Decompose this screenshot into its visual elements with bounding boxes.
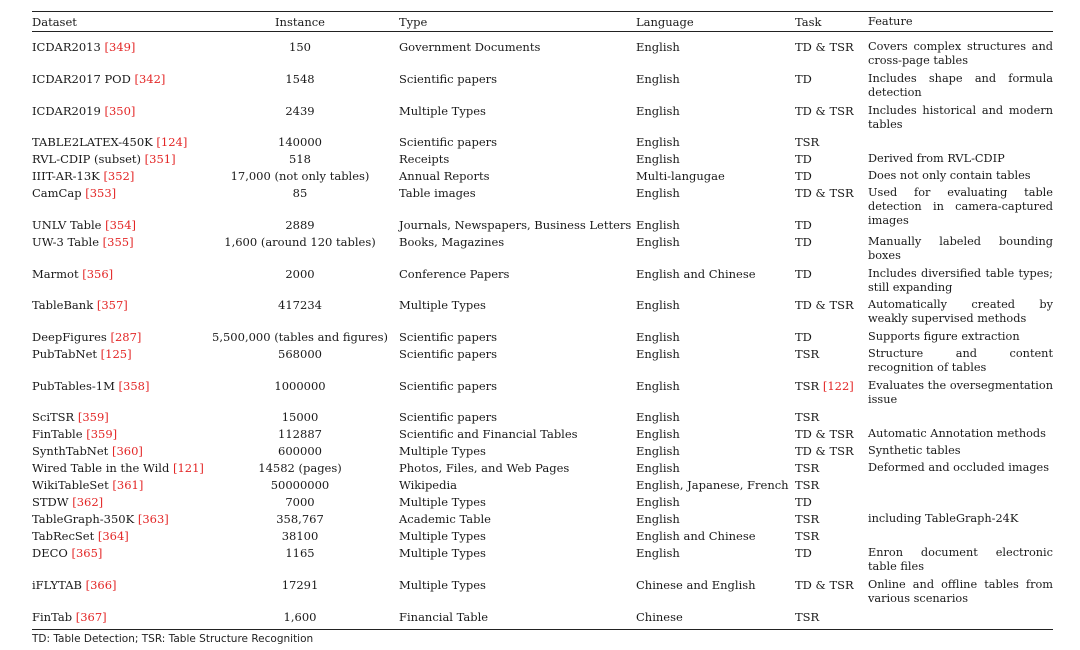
feature-cell: Enron document electronic table files <box>868 546 1053 574</box>
citation-link[interactable]: [121] <box>172 461 204 475</box>
instance-cell: 112887 <box>278 427 322 441</box>
task-cell <box>795 495 812 509</box>
instance-cell: 7000 <box>285 495 315 509</box>
citation-link[interactable]: [359] <box>77 410 109 424</box>
task-cell <box>795 104 854 118</box>
feature-cell: Automatically created by weakly supervised methods <box>868 298 1053 326</box>
type-cell: Financial Table <box>399 610 489 624</box>
task-label: TD & TSR <box>795 104 854 118</box>
dataset-cell <box>32 478 143 492</box>
type-cell: Photos, Files, and Web Pages <box>399 461 570 475</box>
task-cell <box>795 40 854 54</box>
citation-link[interactable]: [360] <box>111 444 143 458</box>
type-cell: Journals, Newspapers, Business Letters <box>399 218 632 232</box>
type-cell: Multiple Types <box>399 529 486 543</box>
feature-cell: Includes historical and modern tables <box>868 104 1053 132</box>
task-cell <box>795 512 819 526</box>
type-cell: Scientific papers <box>399 72 498 86</box>
instance-cell: 38100 <box>281 529 319 543</box>
dataset-cell <box>32 152 176 166</box>
citation-link[interactable]: [349] <box>104 40 136 54</box>
dataset-name: Wired Table in the Wild <box>32 461 170 475</box>
language-cell: Chinese and English <box>636 578 756 592</box>
instance-cell: 2889 <box>285 218 315 232</box>
dataset-name: TabRecSet <box>32 529 95 543</box>
instance-cell: 568000 <box>278 347 322 361</box>
table-top-rule <box>32 11 1053 12</box>
instance-cell: 50000000 <box>270 478 330 492</box>
task-cell <box>795 410 819 424</box>
language-cell: English and Chinese <box>636 529 756 543</box>
citation-link[interactable]: [365] <box>71 546 103 560</box>
instance-cell: 1000000 <box>274 379 326 393</box>
citation-link[interactable]: [350] <box>104 104 136 118</box>
task-label: TSR <box>795 135 820 149</box>
type-cell: Academic Table <box>399 512 491 526</box>
task-label: TD <box>795 267 812 281</box>
language-cell: Chinese <box>636 610 683 624</box>
dataset-name: FinTab <box>32 610 73 624</box>
dataset-name: UNLV Table <box>32 218 102 232</box>
language-cell: English, Japanese, French <box>636 478 789 492</box>
dataset-name: RVL-CDIP (subset) <box>32 152 142 166</box>
language-cell: English <box>636 104 680 118</box>
type-cell: Multiple Types <box>399 546 486 560</box>
instance-cell: 14582 (pages) <box>258 461 342 475</box>
table-bottom-rule <box>32 629 1053 630</box>
task-label: TD & TSR <box>795 427 854 441</box>
dataset-cell <box>32 461 204 475</box>
task-label: TD & TSR <box>795 578 854 592</box>
task-label: TSR <box>795 529 820 543</box>
dataset-cell <box>32 298 128 312</box>
language-cell: English <box>636 186 680 200</box>
datasets-table <box>32 0 1053 650</box>
type-cell: Government Documents <box>399 40 541 54</box>
language-cell: English <box>636 427 680 441</box>
language-cell: English <box>636 410 680 424</box>
task-label: TSR <box>795 461 820 475</box>
dataset-cell <box>32 135 187 149</box>
type-cell: Books, Magazines <box>399 235 505 249</box>
language-cell: English <box>636 379 680 393</box>
type-cell: Scientific and Financial Tables <box>399 427 578 441</box>
task-cell <box>795 72 812 86</box>
instance-cell: 358,767 <box>276 512 324 526</box>
feature-cell: including TableGraph-24K <box>868 512 1019 525</box>
citation-link[interactable]: [367] <box>75 610 107 624</box>
instance-cell: 150 <box>289 40 311 54</box>
citation-link[interactable]: [366] <box>85 578 117 592</box>
task-cell <box>795 444 854 458</box>
language-cell: English <box>636 72 680 86</box>
dataset-name: SynthTabNet <box>32 444 109 458</box>
language-cell: Multi-langugae <box>636 169 725 183</box>
type-cell: Multiple Types <box>399 104 486 118</box>
dataset-name: STDW <box>32 495 69 509</box>
task-label: TSR <box>795 478 820 492</box>
header-instance: Instance <box>275 15 325 29</box>
citation-link[interactable]: [362] <box>72 495 104 509</box>
citation-link[interactable]: [125] <box>100 347 132 361</box>
type-cell: Scientific papers <box>399 410 498 424</box>
feature-cell: Synthetic tables <box>868 444 961 457</box>
task-label: TSR <box>795 610 820 624</box>
type-cell: Wikipedia <box>399 478 458 492</box>
dataset-cell <box>32 186 116 200</box>
instance-cell: 1,600 (around 120 tables) <box>224 235 376 249</box>
feature-cell: Used for evaluating table detection in camera-captured images <box>868 186 1053 228</box>
citation-link[interactable]: [287] <box>110 330 142 344</box>
type-cell: Multiple Types <box>399 495 486 509</box>
task-cell <box>795 347 819 361</box>
header-feature: Feature <box>868 15 913 28</box>
instance-cell: 85 <box>292 186 308 200</box>
dataset-cell <box>32 444 143 458</box>
type-cell: Receipts <box>399 152 450 166</box>
feature-cell: Manually labeled bounding boxes <box>868 235 1053 263</box>
task-cell <box>795 267 812 281</box>
instance-cell: 2439 <box>285 104 315 118</box>
task-cell <box>795 186 854 200</box>
header-dataset: Dataset <box>32 15 77 29</box>
type-cell: Table images <box>399 186 476 200</box>
feature-cell: Includes diversified table types; still expanding <box>868 267 1053 295</box>
citation-link[interactable]: [351] <box>144 152 176 166</box>
instance-cell: 1,600 <box>283 610 317 624</box>
header-task: Task <box>795 15 822 29</box>
task-label: TD & TSR <box>795 40 854 54</box>
feature-cell: Automatic Annotation methods <box>868 427 1046 440</box>
feature-cell: Structure and content recognition of tables <box>868 347 1053 375</box>
dataset-name: IIIT-AR-13K <box>32 169 100 183</box>
task-cell <box>795 169 812 183</box>
task-label: TD & TSR <box>795 298 854 312</box>
dataset-name: ICDAR2019 <box>32 104 101 118</box>
table-header-row <box>32 15 1053 31</box>
language-cell: English <box>636 330 680 344</box>
dataset-name: DECO <box>32 546 68 560</box>
type-cell: Multiple Types <box>399 298 486 312</box>
feature-cell: Covers complex structures and cross-page tables <box>868 40 1053 68</box>
instance-cell: 518 <box>289 152 311 166</box>
task-label: TSR <box>795 379 820 393</box>
citation-link[interactable]: [356] <box>82 267 114 281</box>
task-label: TSR <box>795 347 820 361</box>
dataset-cell <box>32 267 113 281</box>
dataset-cell <box>32 529 129 543</box>
task-label: TD & TSR <box>795 186 854 200</box>
dataset-name: FinTable <box>32 427 83 441</box>
language-cell: English <box>636 546 680 560</box>
dataset-name: DeepFigures <box>32 330 107 344</box>
task-cell <box>795 546 812 560</box>
language-cell: English <box>636 512 680 526</box>
instance-cell: 2000 <box>285 267 315 281</box>
dataset-cell <box>32 610 107 624</box>
task-label: TSR <box>795 410 820 424</box>
dataset-cell <box>32 512 169 526</box>
dataset-name: CamCap <box>32 186 82 200</box>
dataset-name: UW-3 Table <box>32 235 100 249</box>
task-label: TD <box>795 152 812 166</box>
task-label: TSR <box>795 512 820 526</box>
language-cell: English <box>636 152 680 166</box>
task-cell <box>795 379 854 393</box>
type-cell: Scientific papers <box>399 330 498 344</box>
dataset-cell <box>32 495 103 509</box>
task-cell <box>795 152 812 166</box>
feature-cell: Deformed and occluded images <box>868 461 1050 474</box>
instance-cell: 140000 <box>278 135 322 149</box>
dataset-cell <box>32 427 117 441</box>
feature-cell: Supports figure extraction <box>868 330 1020 343</box>
language-cell: English <box>636 235 680 249</box>
citation-link[interactable]: [361] <box>112 478 144 492</box>
type-cell: Scientific papers <box>399 135 498 149</box>
task-label: TD <box>795 235 812 249</box>
task-cell <box>795 529 819 543</box>
dataset-name: TableBank <box>32 298 94 312</box>
citation-link[interactable]: [357] <box>96 298 128 312</box>
task-cell <box>795 235 812 249</box>
feature-cell: Evaluates the oversegmentation issue <box>868 379 1053 407</box>
dataset-name: iFLYTAB <box>32 578 82 592</box>
citation-link[interactable]: [359] <box>86 427 118 441</box>
task-cell <box>795 461 819 475</box>
task-label: TD <box>795 330 812 344</box>
table-footnote: TD: Table Detection; TSR: Table Structure Recognition <box>32 633 314 645</box>
task-cell <box>795 610 819 624</box>
dataset-name: TableGraph-350K <box>32 512 135 526</box>
citation-link[interactable]: [358] <box>118 379 150 393</box>
type-cell: Annual Reports <box>399 169 490 183</box>
dataset-name: Marmot <box>32 267 79 281</box>
language-cell: English <box>636 298 680 312</box>
dataset-cell <box>32 578 117 592</box>
task-cell <box>795 298 854 312</box>
dataset-cell <box>32 379 149 393</box>
dataset-cell <box>32 104 135 118</box>
task-cell <box>795 478 819 492</box>
instance-cell: 17,000 (not only tables) <box>230 169 370 183</box>
instance-cell: 15000 <box>281 410 319 424</box>
task-citation-link[interactable]: [122] <box>822 379 854 393</box>
type-cell: Multiple Types <box>399 578 486 592</box>
citation-link[interactable]: [364] <box>97 529 129 543</box>
dataset-cell <box>32 235 134 249</box>
citation-link[interactable]: [352] <box>103 169 135 183</box>
header-type: Type <box>399 15 428 29</box>
citation-link[interactable]: [124] <box>156 135 188 149</box>
dataset-name: PubTables-1M <box>32 379 115 393</box>
dataset-name: ICDAR2017 POD <box>32 72 131 86</box>
citation-link[interactable]: [353] <box>85 186 117 200</box>
type-cell: Multiple Types <box>399 444 486 458</box>
feature-cell: Does not only contain tables <box>868 169 1031 182</box>
instance-cell: 1548 <box>285 72 315 86</box>
task-cell <box>795 330 812 344</box>
dataset-name: TABLE2LATEX-450K <box>32 135 153 149</box>
type-cell: Scientific papers <box>399 379 498 393</box>
task-cell <box>795 427 854 441</box>
feature-cell: Online and offline tables from various scenarios <box>868 578 1053 606</box>
instance-cell: 5,500,000 (tables and figures) <box>212 330 388 344</box>
instance-cell: 17291 <box>281 578 319 592</box>
dataset-cell <box>32 218 136 232</box>
citation-link[interactable]: [354] <box>105 218 137 232</box>
language-cell: English <box>636 218 680 232</box>
type-cell: Conference Papers <box>399 267 510 281</box>
feature-cell: Includes shape and formula detection <box>868 72 1053 100</box>
task-cell <box>795 218 812 232</box>
citation-link[interactable]: [363] <box>137 512 169 526</box>
language-cell: English <box>636 461 680 475</box>
dataset-cell <box>32 410 109 424</box>
dataset-cell <box>32 347 132 361</box>
language-cell: English <box>636 135 680 149</box>
dataset-name: WikiTableSet <box>32 478 109 492</box>
citation-link[interactable]: [342] <box>134 72 166 86</box>
dataset-cell <box>32 330 141 344</box>
task-label: TD <box>795 169 812 183</box>
feature-cell: Derived from RVL-CDIP <box>868 152 1005 165</box>
language-cell: English <box>636 347 680 361</box>
task-cell <box>795 135 819 149</box>
task-label: TD & TSR <box>795 444 854 458</box>
language-cell: English <box>636 495 680 509</box>
dataset-name: PubTabNet <box>32 347 97 361</box>
language-cell: English <box>636 40 680 54</box>
language-cell: English and Chinese <box>636 267 756 281</box>
dataset-cell <box>32 546 102 560</box>
instance-cell: 1165 <box>285 546 315 560</box>
dataset-name: SciTSR <box>32 410 75 424</box>
dataset-cell <box>32 72 165 86</box>
instance-cell: 417234 <box>278 298 322 312</box>
instance-cell: 600000 <box>278 444 322 458</box>
type-cell: Scientific papers <box>399 347 498 361</box>
dataset-cell <box>32 169 134 183</box>
task-label: TD <box>795 495 812 509</box>
header-language: Language <box>636 15 694 29</box>
language-cell: English <box>636 444 680 458</box>
task-label: TD <box>795 72 812 86</box>
task-label: TD <box>795 546 812 560</box>
table-header-rule <box>32 31 1053 32</box>
dataset-cell <box>32 40 135 54</box>
task-label: TD <box>795 218 812 232</box>
task-cell <box>795 578 854 592</box>
citation-link[interactable]: [355] <box>102 235 134 249</box>
dataset-name: ICDAR2013 <box>32 40 101 54</box>
